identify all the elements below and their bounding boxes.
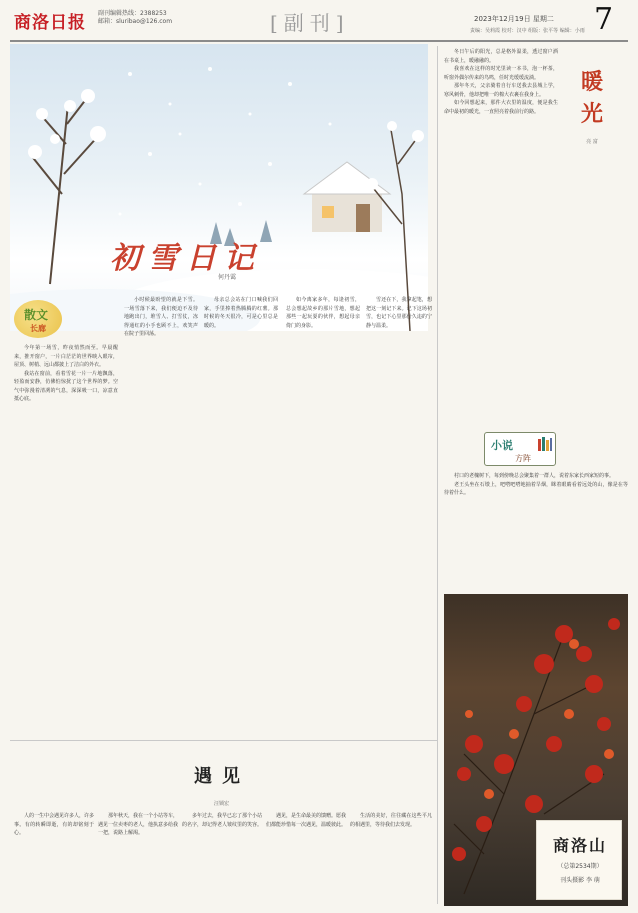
newspaper-brand: 商洛日报	[14, 13, 86, 33]
page-number: 7	[594, 2, 614, 37]
snow-illustration	[10, 44, 428, 331]
bottom-article-column	[266, 812, 346, 906]
paragraph: 冬日午后的阳光，总是格外温柔，透过窗户洒在书桌上，暖融融的。	[444, 49, 558, 64]
paragraph: 母亲总会站在门口喊我们回家，手里捧着热腾腾的红薯。那时候的冬天很冷，可是心里总是暖的。	[204, 297, 278, 329]
article-column	[286, 296, 360, 736]
paragraph: 多年过去，我早已忘了那个小站的名字，却记得老人皱纹里的笑容。	[182, 813, 262, 828]
article-column	[14, 344, 118, 736]
editor-credits: 责编：吴莉霞 校对：汉中 组版：张平等 编辑：小雨	[470, 28, 585, 34]
right-article-text	[444, 48, 558, 422]
section-title: [副刊]	[270, 11, 350, 35]
right-title-char-1: 暖	[580, 69, 603, 95]
paragraph: 那年秋天，我在一个小站等车，遇见一位卖枣的老人，他执意多给我一把，说路上解渴。	[98, 813, 178, 836]
paragraph: 我喜欢在这样的时光里读一本书，泡一杯茶，听窗外偶尔传来的鸟鸣，任时光缓缓流淌。	[444, 66, 558, 81]
paragraph: 老王头坐在石墩上，吧嗒吧嗒地抽着旱烟，眯着眼睛看着远处的山，像是在等待着什么。	[444, 481, 628, 496]
article-title: 初雪日记	[110, 241, 262, 276]
paragraph: 人的一生中会遇见许多人，许多事。有的转瞬即逝，有的却铭刻于心。	[14, 813, 94, 836]
bottom-article-column	[350, 812, 432, 906]
photo-credit: 刊头摄影 李 萌	[560, 877, 600, 884]
paragraph: 我站在窗前，看着雪花一片一片地飘落，轻盈而安静，仿佛怕惊扰了这个世界的梦。空气中弥漫着清冽的气息，深深吸一口，凉意直抵心底。	[14, 370, 118, 402]
bottom-article-author: 汪锁宏	[214, 801, 230, 807]
paragraph: 如今离家多年，每逢初雪，总会想起故乡的那片雪地，想起那些一起玩耍的伙伴，想起母亲倚门的身影。	[286, 297, 360, 329]
badge-label-1: 散文	[24, 308, 49, 322]
badge-label-2: 长廊	[30, 323, 46, 333]
article-column	[204, 296, 278, 736]
contact-info	[98, 10, 172, 26]
paragraph: 今年第一场雪，昨夜悄然而至。早晨醒来，推开窗户，一片白茫茫的世界映入眼帘，屋顶、树梢、远山都披上了洁白的外衣。	[14, 345, 118, 368]
paragraph: 小时候最盼望的就是下雪。一场雪落下来，我们便迫不及待地跑出门，堆雪人、打雪仗，冻得通红的小手也顾不上，欢笑声在院子里回荡。	[124, 297, 198, 337]
issue-date: 2023年12月19日 星期二	[474, 15, 554, 23]
masthead-divider	[10, 40, 628, 42]
column-divider	[437, 46, 438, 904]
paragraph: 生活的美好，往往藏在这些平凡的相遇里，等待我们去发现。	[350, 813, 432, 828]
paragraph: 那年冬天，父亲骑着自行车送我去县城上学，寒风刺骨，他却把唯一的棉大衣裹在我身上。	[444, 83, 558, 98]
bottom-article-column	[182, 812, 262, 906]
paragraph: 如今回想起来，那件大衣里的温度，便是我生命中最初的暖光，一直照亮着我前行的路。	[444, 100, 558, 115]
right-article-author: 亮 富	[586, 139, 598, 145]
issue-number: （总第2534期）	[557, 863, 603, 870]
paragraph: 遇见，是生命最美的馈赠。愿我们都能珍惜每一次遇见，温暖彼此。	[266, 813, 346, 828]
paragraph: 雪还在下，我拿起笔，想把这一刻记下来。记下这场初雪，也记下心里那份久违的宁静与温柔。	[366, 297, 432, 329]
article-column	[124, 296, 198, 736]
bottom-article-column	[98, 812, 178, 906]
right-article-title	[572, 66, 612, 145]
snow-scene-image	[10, 44, 428, 331]
photo-title: 商洛山	[552, 836, 607, 855]
bottom-article-title: 遇见	[194, 766, 250, 787]
right-title-char-2: 光	[580, 101, 603, 127]
photo-caption	[536, 820, 622, 900]
masthead	[0, 0, 638, 46]
contact-email: 邮箱：sluribao@126.com	[98, 18, 173, 25]
column-badge	[14, 300, 62, 338]
paragraph: 村口的老槐树下，每到傍晚总会聚集着一群人，说着东家长西家短的事。	[454, 473, 615, 479]
article-author: 何丹霭	[218, 274, 237, 281]
novel-column-badge	[484, 432, 556, 466]
article-column	[366, 296, 432, 736]
novel-text	[444, 472, 628, 590]
section-divider	[10, 740, 438, 741]
novel-badge-label-1: 小说	[491, 439, 513, 452]
novel-badge-label-2: 方阵	[515, 454, 531, 463]
contact-phone: 副刊编辑热线：2388253	[98, 10, 167, 17]
books-icon	[537, 437, 553, 451]
bottom-article-column	[14, 812, 94, 906]
